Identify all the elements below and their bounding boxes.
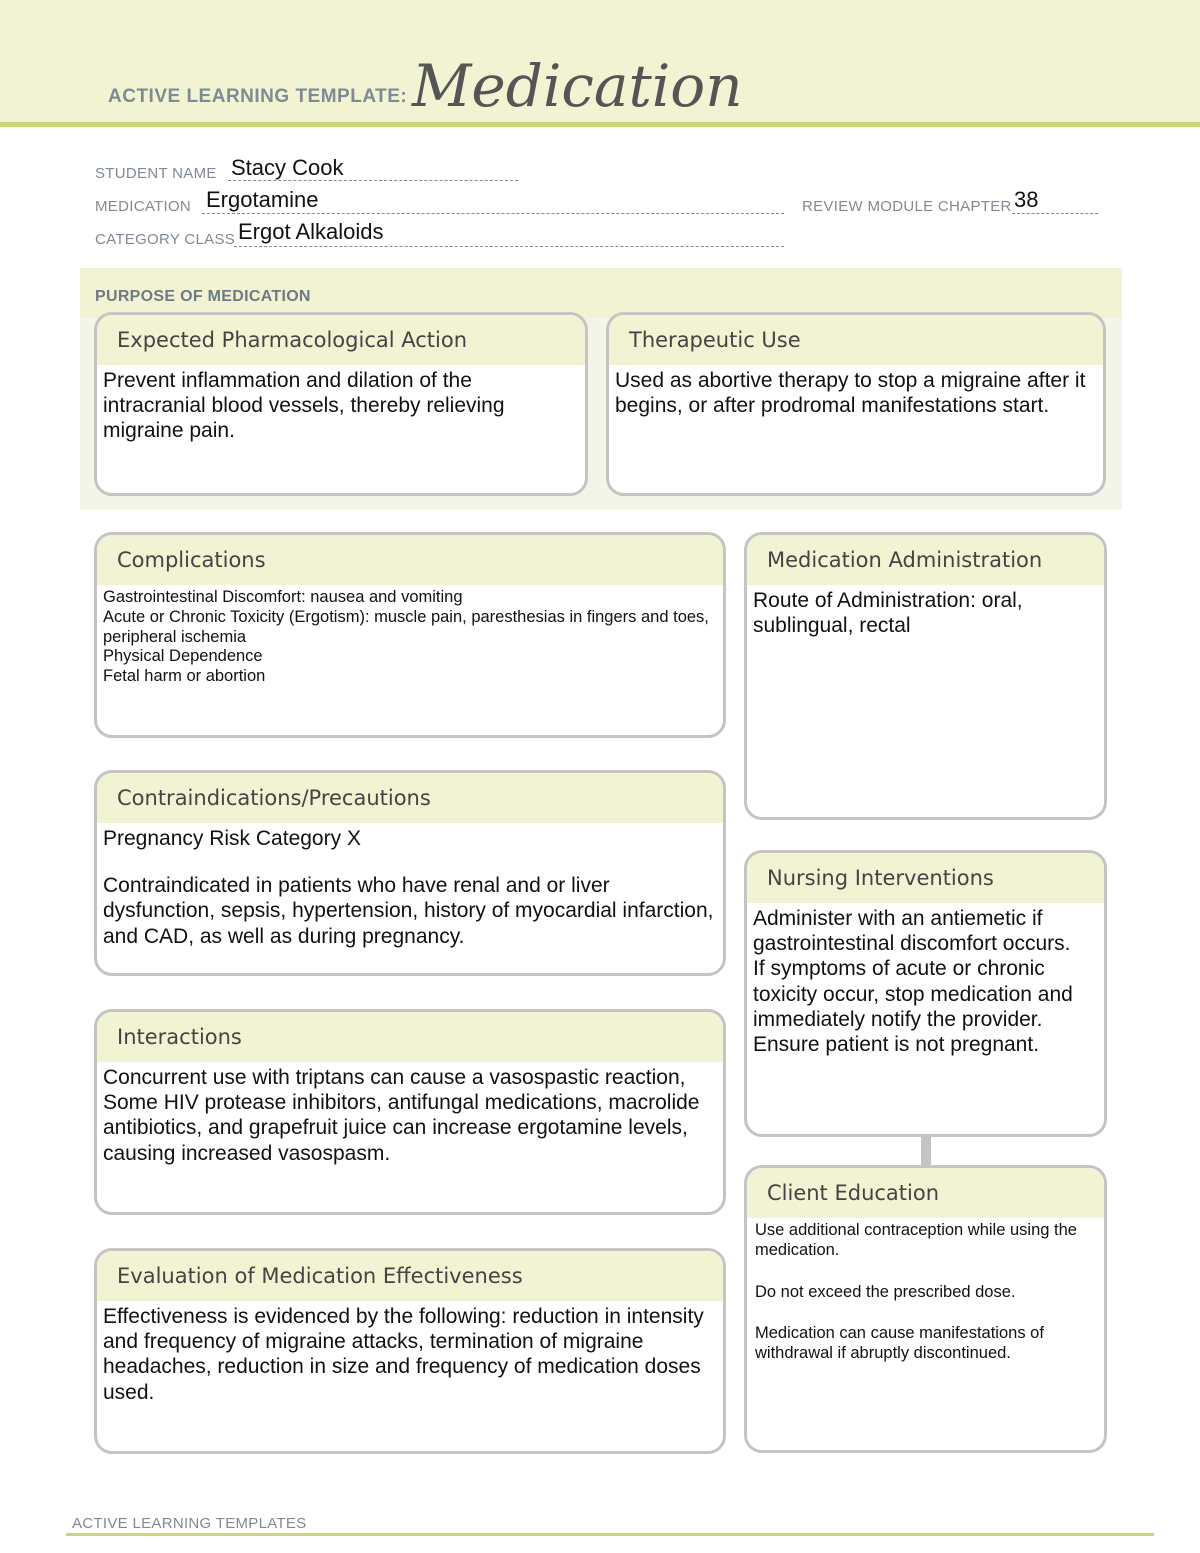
box-connector	[921, 1136, 931, 1166]
expected-action-header	[97, 315, 585, 365]
complications-box	[94, 532, 726, 738]
medication-label: MEDICATION	[95, 198, 192, 215]
client-education-text[interactable]	[747, 1218, 1104, 1367]
interactions-box	[94, 1009, 726, 1215]
paragraph-gap	[103, 851, 717, 873]
client-education-box	[744, 1165, 1107, 1453]
complications-title: Complications	[117, 548, 266, 572]
education-line: Use additional contraception while using the medication.	[755, 1221, 1077, 1259]
category-class-label: CATEGORY CLASS	[95, 231, 236, 248]
nursing-interventions-text[interactable]	[747, 903, 1104, 1060]
interactions-title: Interactions	[117, 1025, 242, 1049]
nursing-interventions-header	[747, 853, 1104, 903]
complication-line: Acute or Chronic Toxicity (Ergotism): muscle pain, paresthesias in fingers and toes, peripheral ischemia	[103, 607, 709, 646]
interaction-line: Concurrent use with triptans can cause a vasospastic reaction,	[103, 1066, 686, 1089]
footer-divider	[66, 1533, 1154, 1536]
contraindication-line: Pregnancy Risk Category X	[103, 827, 361, 850]
therapeutic-use-box	[606, 312, 1106, 496]
complications-text[interactable]	[97, 585, 723, 690]
contraindications-box	[94, 770, 726, 976]
complication-line: Fetal harm or abortion	[103, 667, 266, 686]
medication-administration-text[interactable]: Route of Administration: oral, sublingual, rectal	[753, 589, 1023, 638]
intervention-line: Ensure patient is not pregnant.	[753, 1032, 1040, 1056]
complication-line: Physical Dependence	[103, 647, 263, 666]
contraindication-line: Contraindicated in patients who have renal and or liver dysfunction, sepsis, hypertension, history of myocardial infarction, and CAD, as well as during pregnancy.	[103, 874, 714, 948]
expected-action-box	[94, 312, 588, 496]
template-title: Medication	[412, 52, 743, 120]
interaction-line: Some HIV protease inhibitors, antifungal medications, macrolide antibiotics, and grapefruit juice can increase ergotamine levels, causing increased vasospasm.	[103, 1091, 700, 1165]
paragraph-gap	[755, 1261, 1098, 1283]
nursing-interventions-box	[744, 850, 1107, 1137]
medication-administration-header	[747, 535, 1104, 585]
purpose-label: PURPOSE OF MEDICATION	[95, 288, 311, 305]
intervention-line: If symptoms of acute or chronic toxicity occur, stop medication and immediately notify the provider.	[753, 957, 1073, 1031]
therapeutic-use-header	[609, 315, 1103, 365]
contraindications-header	[97, 773, 723, 823]
medication-administration-title: Medication Administration	[767, 548, 1043, 572]
review-module-field[interactable]: 38	[1014, 187, 1039, 212]
review-module-line	[1012, 213, 1098, 214]
nursing-interventions-title: Nursing Interventions	[767, 866, 994, 890]
client-education-header	[747, 1168, 1104, 1218]
intervention-line: Administer with an antiemetic if gastrointestinal discomfort occurs.	[753, 907, 1071, 956]
complications-header	[97, 535, 723, 585]
evaluation-text[interactable]: Effectiveness is evidenced by the following: reduction in intensity and frequency of migraine attacks, termination of migraine headaches, reduction in size and frequency of medication doses used.	[103, 1305, 704, 1404]
complication-line: Gastrointestinal Discomfort: nausea and vomiting	[103, 588, 463, 606]
evaluation-header	[97, 1251, 723, 1301]
header-divider	[0, 122, 1200, 127]
interactions-text[interactable]	[97, 1062, 723, 1169]
expected-action-text[interactable]: Prevent inflammation and dilation of the intracranial blood vessels, thereby relieving migraine pain.	[103, 369, 505, 443]
student-name-field[interactable]: Stacy Cook	[231, 155, 344, 180]
education-line: Do not exceed the prescribed dose.	[755, 1282, 1016, 1301]
student-name-label: STUDENT NAME	[95, 165, 217, 182]
footer-label: ACTIVE LEARNING TEMPLATES	[72, 1515, 307, 1532]
category-class-field[interactable]: Ergot Alkaloids	[238, 219, 384, 244]
client-education-title: Client Education	[767, 1181, 940, 1205]
review-module-label: REVIEW MODULE CHAPTER	[802, 198, 1012, 215]
therapeutic-use-text[interactable]: Used as abortive therapy to stop a migraine after it begins, or after prodromal manifestations start.	[615, 369, 1086, 418]
therapeutic-use-title: Therapeutic Use	[629, 328, 801, 352]
paragraph-gap	[755, 1302, 1098, 1324]
expected-action-title: Expected Pharmacological Action	[117, 328, 468, 352]
interactions-header	[97, 1012, 723, 1062]
template-label: ACTIVE LEARNING TEMPLATE:	[108, 86, 408, 107]
category-class-line	[234, 246, 784, 247]
education-line: Medication can cause manifestations of withdrawal if abruptly discontinued.	[755, 1324, 1044, 1363]
contraindications-text[interactable]	[97, 823, 723, 952]
evaluation-box	[94, 1248, 726, 1454]
medication-field[interactable]: Ergotamine	[206, 187, 319, 212]
medication-line	[202, 213, 784, 214]
contraindications-title: Contraindications/Precautions	[117, 786, 431, 810]
medication-administration-box	[744, 532, 1107, 820]
evaluation-title: Evaluation of Medication Effectiveness	[117, 1264, 523, 1288]
